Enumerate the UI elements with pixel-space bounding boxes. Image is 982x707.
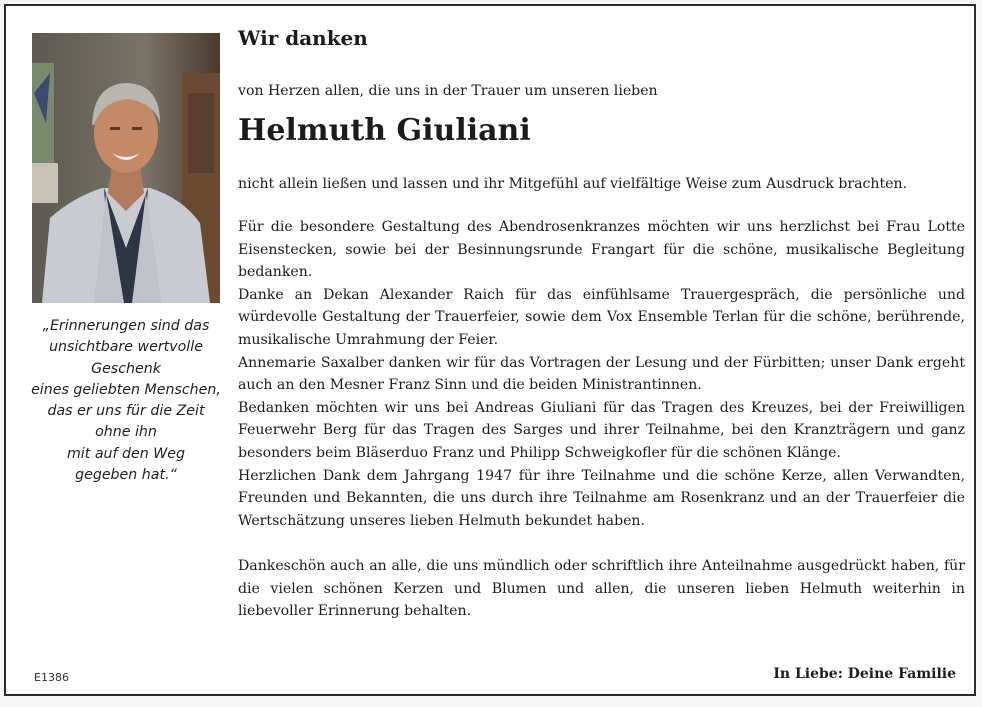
paragraph: Bedanken möchten wir uns bei Andreas Giuliani für das Tragen des Kreuzes, bei der Freiwilligen Feuerwehr Berg für das Tragen des Sarges und ihrer Teilnahme, bei den Kranzträgern und ganz besonders beim Bläserduo Franz und Philipp Schweigkofler für die schönen Klänge. — [238, 399, 965, 461]
paragraph: Danke an Dekan Alexander Raich für das einfühlsame Trauergespräch, die persönliche und würdevolle Gestaltung der Trauerfeier, sowie dem Vox Ensemble Terlan für die schöne, berührende, musikalische Umrahmung der Feier. — [238, 286, 965, 348]
quote-line: das er uns für die Zeit — [47, 403, 205, 420]
quote-line: gegeben hat.“ — [75, 467, 177, 484]
subline: nicht allein ließen und lassen und ihr Mitgefühl auf vielfältige Weise zum Ausdruck brachten. — [238, 176, 908, 192]
quote-line: ohne ihn — [95, 424, 157, 441]
quote-line: unsichtbare wertvolle — [49, 339, 203, 356]
thanks-body — [238, 216, 965, 623]
portrait-image — [32, 33, 220, 303]
portrait-photo — [32, 33, 220, 303]
quote-line: eines geliebten Menschen, — [31, 381, 221, 398]
quote-line: Geschenk — [91, 360, 161, 377]
intro-line: von Herzen allen, die uns in der Trauer um unseren lieben — [238, 83, 658, 99]
ad-code: E1386 — [34, 671, 69, 684]
paragraph: Dankeschön auch an alle, die uns mündlich oder schriftlich ihre Anteilnahme ausgedrückt haben, für die vielen schönen Kerzen und Blumen und allen, die unseren lieben Helmuth weiterhin in liebevoller Erinnerung behalten. — [238, 557, 965, 620]
quote-line: mit auf den Weg — [66, 445, 186, 462]
memorial-quote — [26, 316, 226, 486]
obituary-card — [4, 4, 976, 696]
signature: In Liebe: Deine Familie — [773, 666, 956, 682]
quote-line: „Erinnerungen sind das — [42, 318, 210, 334]
paragraph: Für die besondere Gestaltung des Abendrosenkranzes möchten wir uns herzlichst bei Frau Lotte Eisenstecken, sowie bei der Besinnungsrunde Frangart für die schöne, musikalische Begleitung bedanken. — [238, 219, 965, 281]
deceased-name: Helmuth Giuliani — [238, 113, 531, 148]
paragraph: Annemarie Saxalber danken wir für das Vortragen der Lesung und der Fürbitten; unser Dank ergeht auch an den Mesner Franz Sinn und die beiden Ministrantinnen. — [238, 354, 965, 394]
page-title: Wir danken — [238, 26, 368, 50]
paragraph: Herzlichen Dank dem Jahrgang 1947 für ihre Teilnahme und die schöne Kerze, allen Verwandten, Freunden und Bekannten, die uns durch ihre Teilnahme am Rosenkranz und an der Trauerfeier die Wertschätzung unseres lieben Helmuth bekundet haben. — [238, 467, 965, 529]
